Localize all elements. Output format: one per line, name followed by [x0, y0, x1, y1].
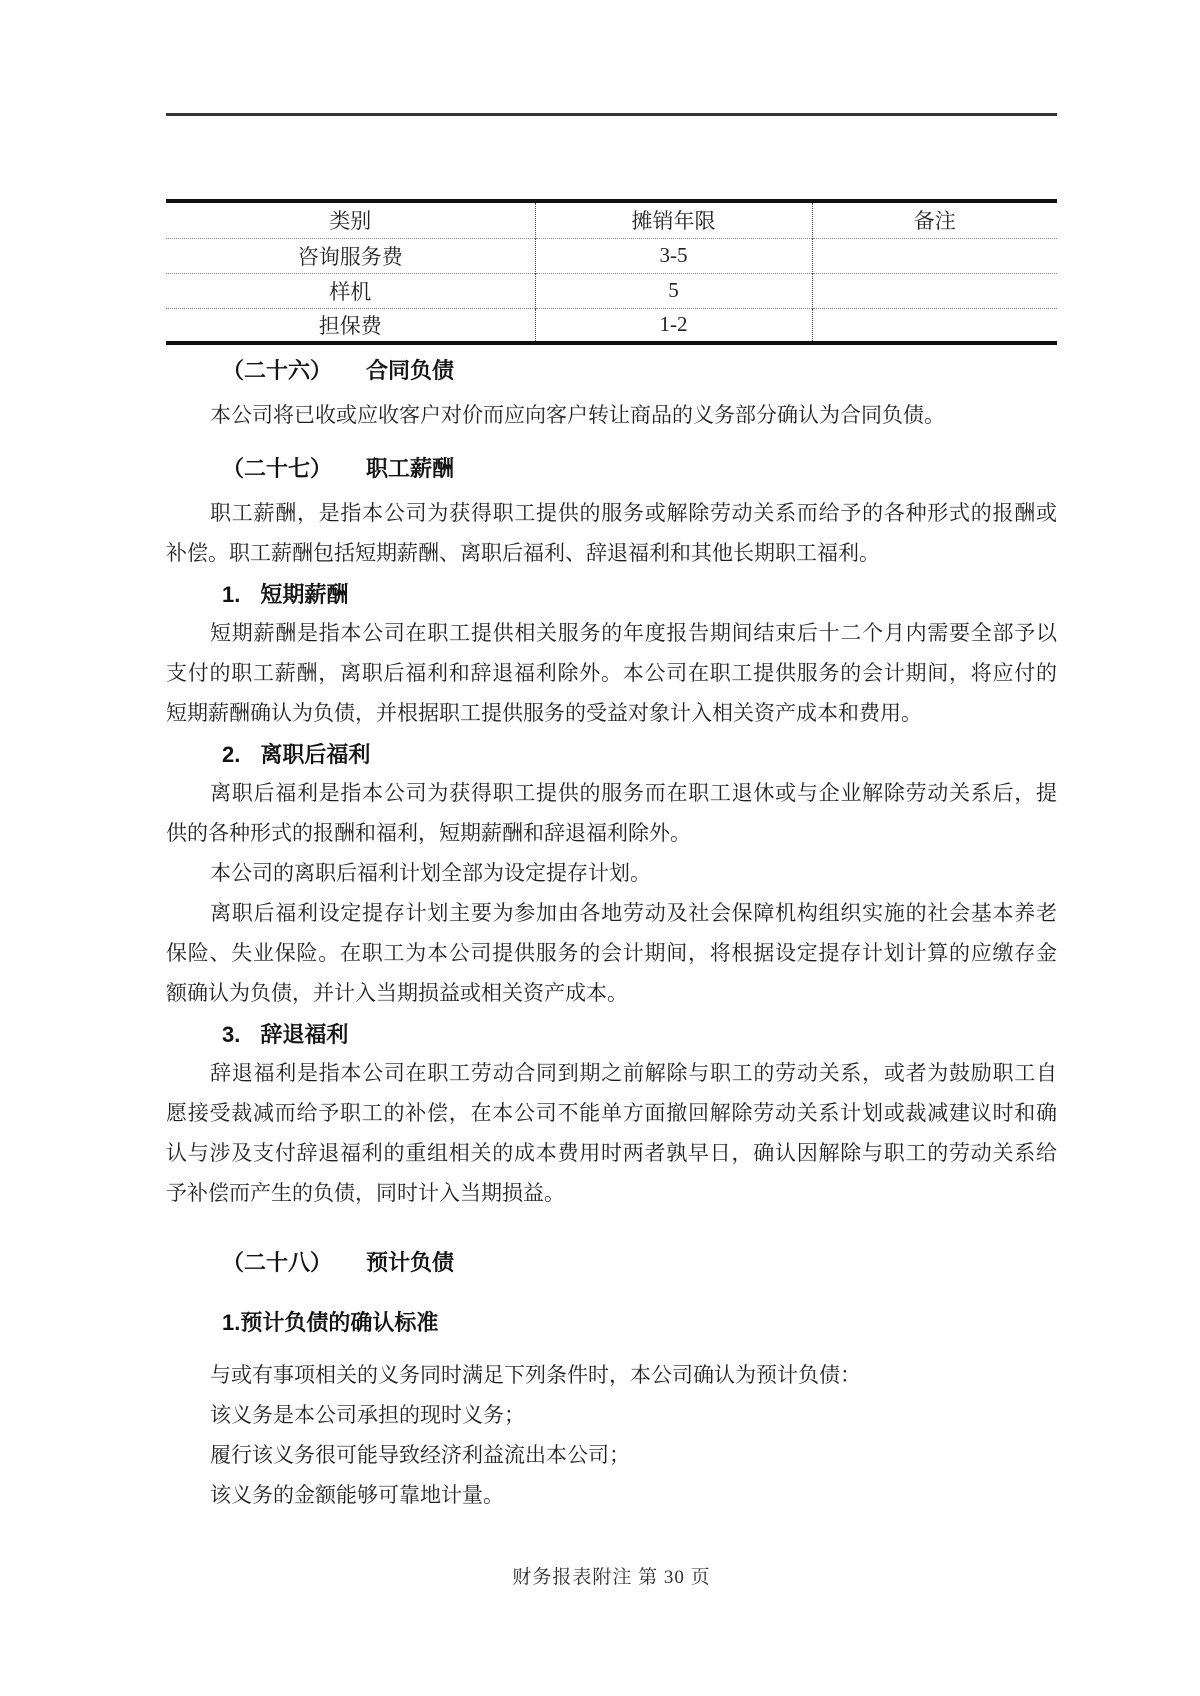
document-body: [166, 343, 1057, 1515]
amortization-table-header: [166, 201, 1057, 238]
paragraph: [166, 1435, 1057, 1475]
paragraph: [166, 613, 1057, 733]
paragraph-line: 与或有事项相关的义务同时满足下列条件时，本公司确认为预计负债：: [210, 1363, 861, 1387]
section-heading: [166, 1245, 1057, 1281]
table-header-cell: 备注: [812, 201, 1057, 238]
heading-title: 辞退福利: [260, 1022, 349, 1047]
page-top-rule: [166, 113, 1057, 116]
amortization-table-section: [166, 199, 1057, 345]
paragraph-line: 离职后福利是指本公司为获得职工提供的服务而在职工退休或与企业解除劳动关系后，提: [210, 781, 1057, 805]
paragraph-line: 予补偿而产生的负债，同时计入当期损益。: [166, 1181, 565, 1205]
heading-number: 2.: [222, 742, 241, 767]
paragraph: [166, 1355, 1057, 1395]
page-footer: 财务报表附注 第 30 页: [512, 1567, 711, 1588]
heading-number: （二十八）: [222, 1250, 333, 1275]
heading-title: 职工薪酬: [366, 456, 455, 481]
heading-number: 1.: [222, 582, 241, 607]
paragraph-line: 供的各种形式的报酬和福利，短期薪酬和辞退福利除外。: [166, 821, 691, 845]
heading-number: （二十六）: [222, 358, 333, 383]
paragraph-line: 职工薪酬，是指本公司为获得职工提供的服务或解除劳动关系而给予的各种形式的报酬或: [210, 501, 1057, 525]
paragraph-line: 愿接受裁减而给予职工的补偿，在本公司不能单方面撤回解除劳动关系计划或裁减建议时和确: [166, 1101, 1057, 1125]
paragraph: [166, 1395, 1057, 1435]
table-cell: 3-5: [535, 238, 812, 273]
paragraph: [166, 1475, 1057, 1515]
paragraph-line: 短期薪酬确认为负债，并根据职工提供服务的受益对象计入相关资产成本和费用。: [166, 701, 922, 725]
table-cell: 担保费: [166, 308, 535, 343]
heading-title: 合同负债: [366, 358, 455, 383]
heading-number: 3.: [222, 1022, 241, 1047]
heading-title: 离职后福利: [260, 742, 371, 767]
table-cell: 1-2: [535, 308, 812, 343]
heading-title: 预计负债: [366, 1250, 455, 1275]
heading-number: （二十七）: [222, 456, 333, 481]
section-heading: [166, 451, 1057, 487]
table-cell: 样机: [166, 273, 535, 308]
paragraph-line: 额确认为负债，并计入当期损益或相关资产成本。: [166, 981, 628, 1005]
paragraph: [166, 853, 1057, 893]
table-header-cell: 类别: [329, 209, 372, 234]
paragraph-line: 补偿。职工薪酬包括短期薪酬、离职后福利、辞退福利和其他长期职工福利。: [166, 541, 880, 565]
section-heading: [166, 1017, 1057, 1053]
table-header-row: [166, 201, 1057, 238]
section-heading: [166, 577, 1057, 613]
table-header-cell: 摊销年限: [535, 201, 812, 238]
table-row: [166, 273, 1057, 308]
section-heading: [166, 353, 1057, 389]
table-cell: 5: [535, 273, 812, 308]
amortization-table-body: [166, 238, 1057, 343]
paragraph-line: 该义务的金额能够可靠地计量。: [210, 1483, 504, 1507]
paragraph-line: 保险、失业保险。在职工为本公司提供服务的会计期间，将根据设定提存计划计算的应缴存金: [166, 941, 1057, 965]
table-row: [166, 308, 1057, 343]
paragraph-line: 本公司将已收或应收客户对价而应向客户转让商品的义务部分确认为合同负债。: [210, 403, 945, 427]
section-heading: [166, 737, 1057, 773]
table-cell: [812, 273, 1057, 308]
table-cell: [812, 238, 1057, 273]
paragraph-line: 认与涉及支付辞退福利的重组相关的成本费用时两者孰早日，确认因解除与职工的劳动关系给: [166, 1141, 1057, 1165]
paragraph: [166, 395, 1057, 435]
paragraph-line: 该义务是本公司承担的现时义务；: [210, 1403, 525, 1427]
paragraph-line: 履行该义务很可能导致经济利益流出本公司；: [210, 1443, 630, 1467]
table-cell: 咨询服务费: [166, 238, 535, 273]
sub-heading: 1.预计负债的确认标准: [222, 1310, 439, 1335]
paragraph: [166, 1053, 1057, 1213]
paragraph-line: 本公司的离职后福利计划全部为设定提存计划。: [210, 861, 651, 885]
paragraph: [166, 493, 1057, 573]
paragraph-line: 离职后福利设定提存计划主要为参加由各地劳动及社会保障机构组织实施的社会基本养老: [210, 901, 1057, 925]
paragraph-line: 短期薪酬是指本公司在职工提供相关服务的年度报告期间结束后十二个月内需要全部予以: [210, 621, 1057, 645]
paragraph-line: 辞退福利是指本公司在职工劳动合同到期之前解除与职工的劳动关系，或者为鼓励职工自: [210, 1061, 1057, 1085]
table-cell: [812, 308, 1057, 343]
paragraph: [166, 893, 1057, 1013]
heading-title: 短期薪酬: [260, 582, 349, 607]
table-row: [166, 238, 1057, 273]
paragraph-line: 支付的职工薪酬，离职后福利和辞退福利除外。本公司在职工提供服务的会计期间，将应付的: [166, 661, 1057, 685]
paragraph: [166, 773, 1057, 853]
amortization-table: [166, 199, 1057, 345]
